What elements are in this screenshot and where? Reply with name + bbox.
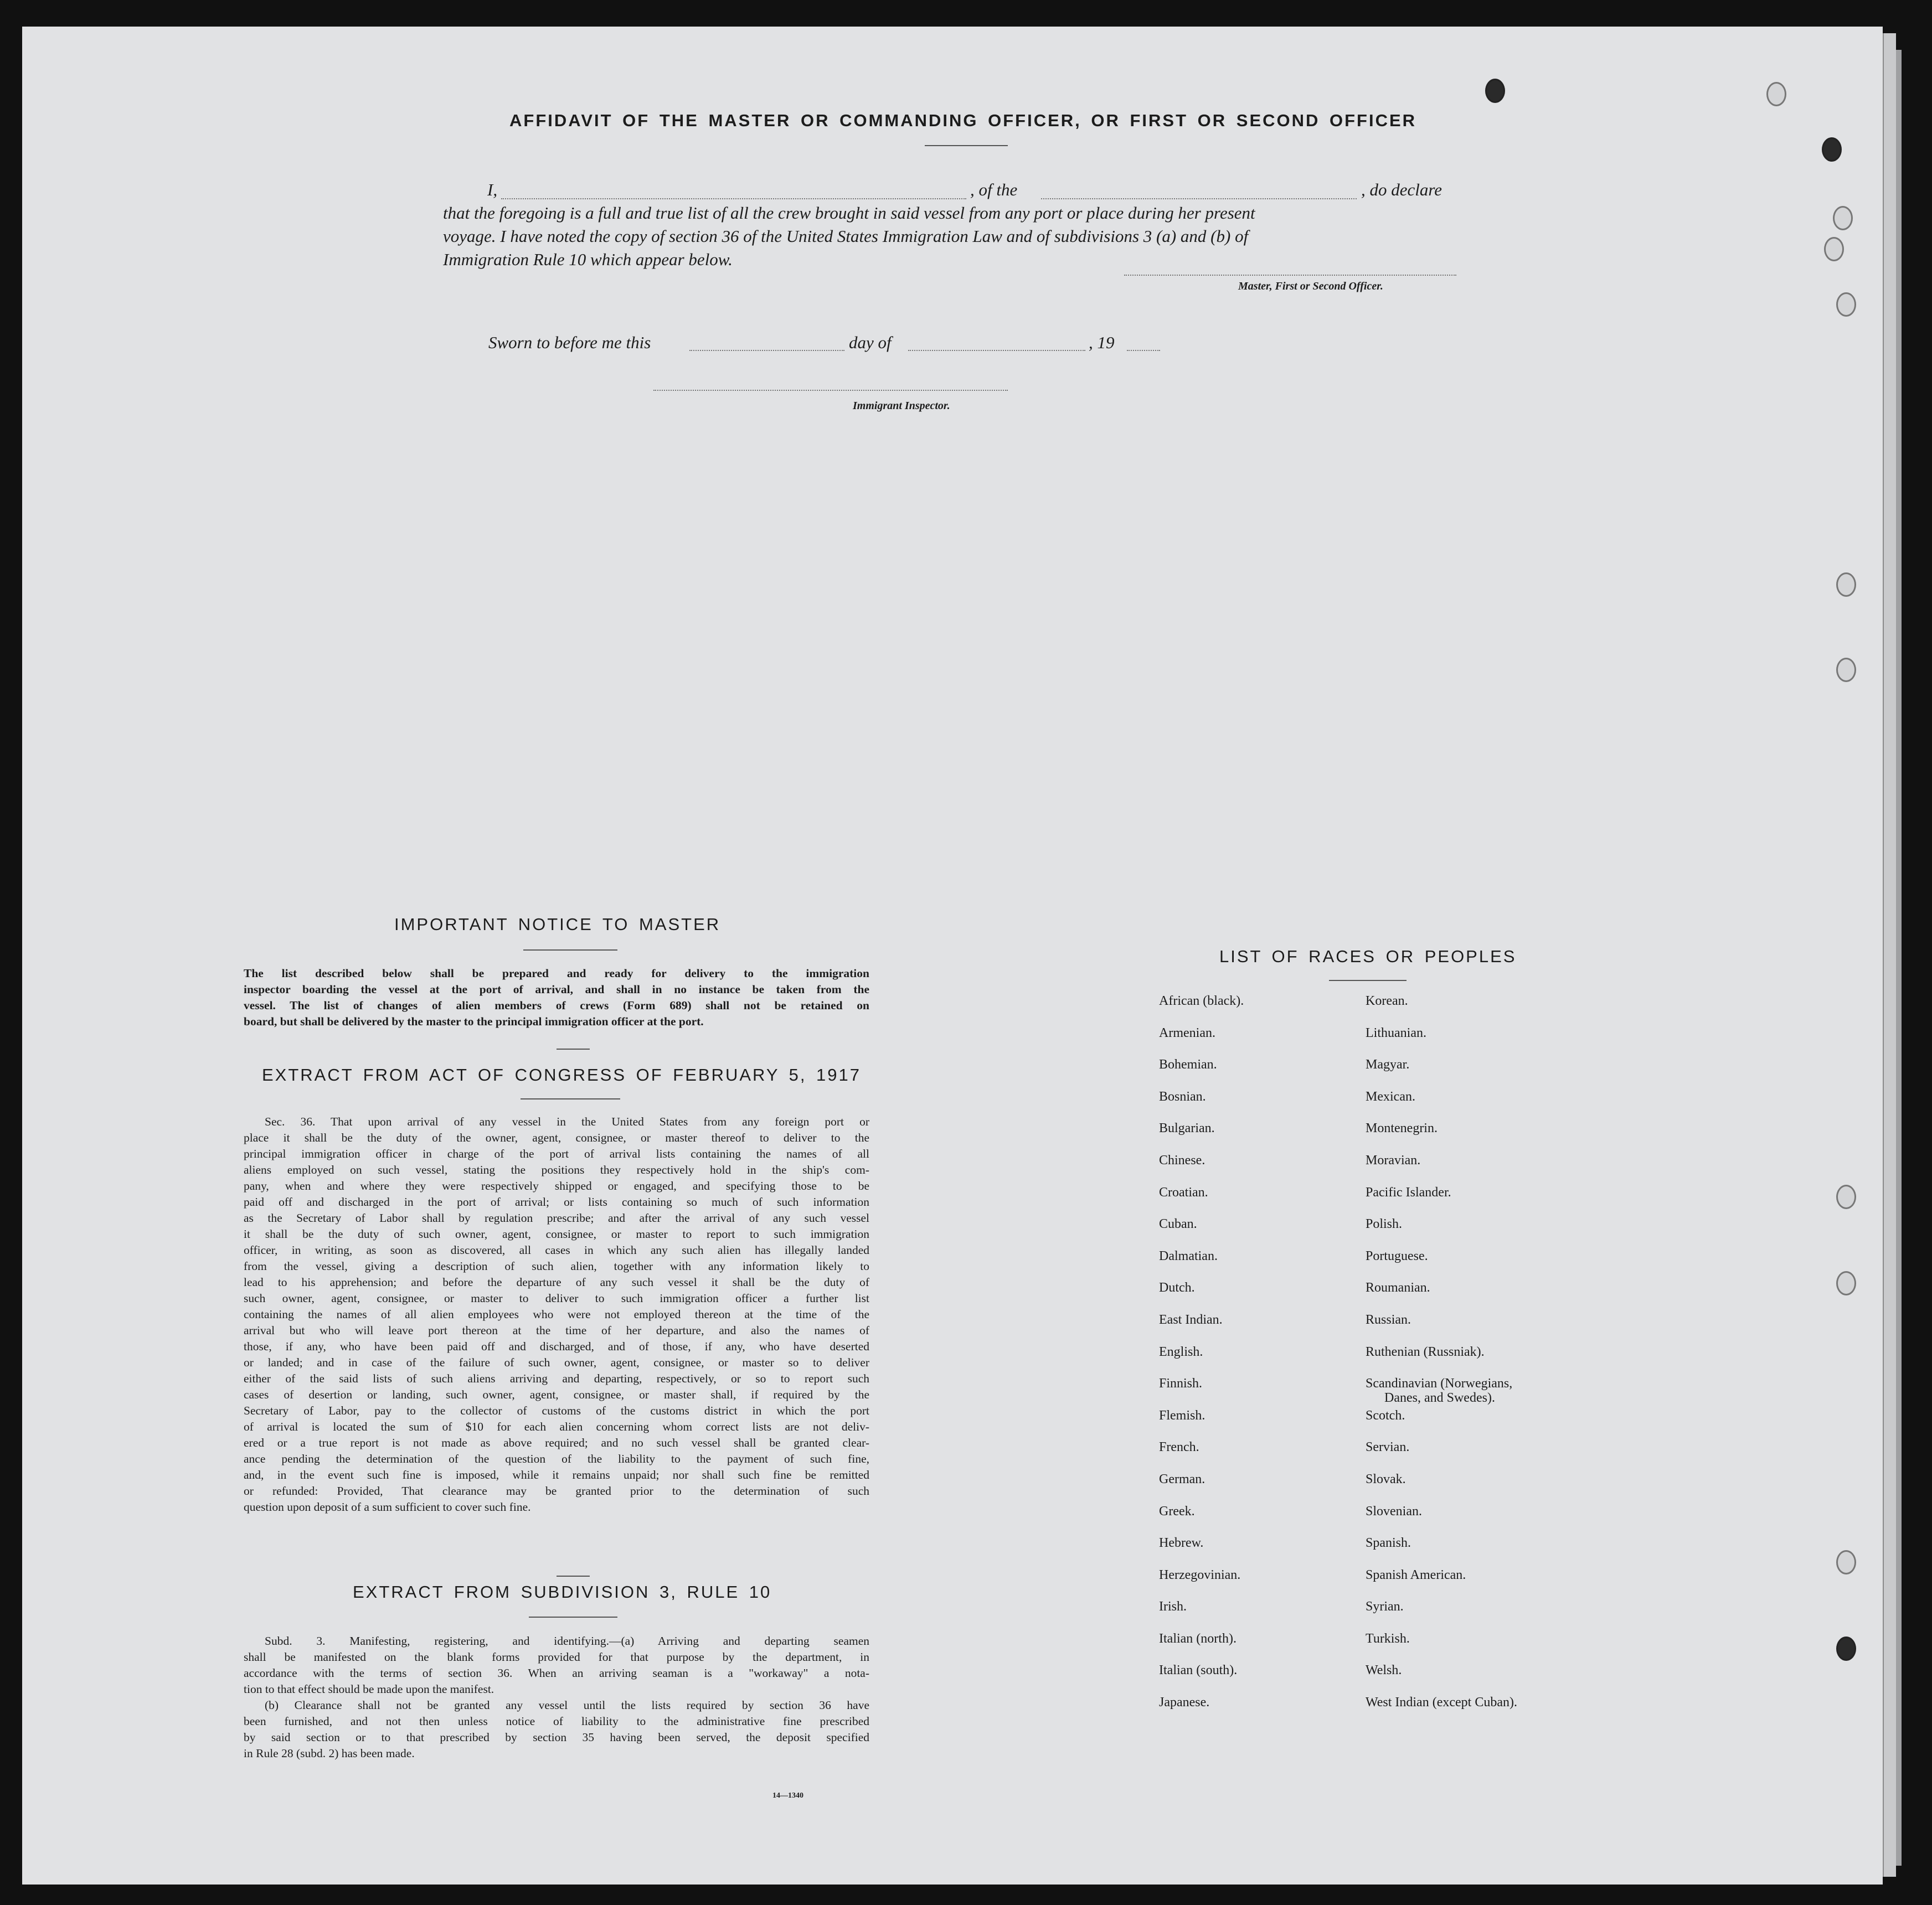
act-line: ance pending the determination of the question of the liability to the payment of such fine, [244,1452,869,1465]
punch-hole [1836,1636,1856,1661]
master-label: Master, First or Second Officer. [1238,280,1383,292]
act-line: such owner, agent, consignee, or master to deliver to such immigration officer a further list [244,1292,869,1305]
rule-line: in Rule 28 (subd. 2) has been made. [244,1747,415,1760]
race-item: Welsh. [1366,1663,1402,1678]
affidavit-line-4: Immigration Rule 10 which appear below. [443,250,733,269]
notice-separator [557,1049,590,1050]
notice-line: board, but shall be delivered by the master to the principal immigration officer at the port. [244,1015,704,1028]
act-line: from the vessel, giving a description of such alien, together with any information likely to [244,1259,869,1273]
vessel-blank[interactable] [1041,196,1357,199]
act-line: arrival but who will leave port thereon at the time of her departure, and also the names of [244,1324,869,1337]
punch-hole [1836,1271,1856,1295]
act-line: principal immigration officer in charge of the port of arrival lists containing the names of all [244,1147,869,1160]
act-line: ered or a true report is not made as above required; and no such vessel shall be granted clear- [244,1436,869,1449]
punch-hole [1836,1550,1856,1574]
sworn-prefix: Sworn to before me this [488,333,651,352]
affidavit-line-1 [487,178,497,202]
races-right-column [1366,994,1517,1727]
extract-act-title: EXTRACT FROM ACT OF CONGRESS OF FEBRUARY 5, 1917 [262,1065,862,1085]
sworn-day-of: day of [849,333,892,352]
race-item: French. [1159,1440,1199,1455]
act-line: pany, when and where they were respectively shipped or engaged, and specifying those to be [244,1179,869,1192]
race-item: Moravian. [1366,1153,1421,1168]
race-item: Spanish. [1366,1536,1411,1551]
race-item: Herzegovinian. [1159,1567,1241,1582]
race-item: Syrian. [1366,1599,1404,1614]
race-item-scandinavian-cont: Danes, and Swedes). [1384,1391,1495,1406]
punch-hole [1485,79,1505,103]
act-line: or refunded: Provided, That clearance may be granted prior to the determination of such [244,1484,869,1498]
page-edge [1883,33,1896,1877]
affidavit-line-3: voyage. I have noted the copy of section 36 of the United States Immigration Law and of subdivisions 3 (a) and (b) of [443,226,1249,246]
act-line: question upon deposit of a sum sufficient to cover such fine. [244,1500,531,1514]
act-line: as the Secretary of Labor shall by regulation prescribe; and after the arrival of any such vessel [244,1211,869,1225]
act-line: and, in the event such fine is imposed, while it remains unpaid; nor shall such fine be remitted [244,1468,869,1481]
act-line: officer, in writing, as soon as discovered, all cases in which any such alien has illegally landed [244,1243,869,1257]
race-item: Korean. [1366,994,1408,1008]
race-item: Cuban. [1159,1217,1197,1232]
inspector-label: Immigrant Inspector. [853,400,950,412]
race-item: Spanish American. [1366,1567,1466,1582]
extract-rule-title: EXTRACT FROM SUBDIVISION 3, RULE 10 [353,1582,772,1602]
rule-line: been furnished, and not then unless notice of liability to the administrative fine prescribed [244,1715,869,1728]
race-item: African (black). [1159,994,1244,1008]
form-number: 14—1340 [772,1792,803,1800]
title-rule [925,145,1008,146]
act-line: containing the names of all alien employees who were not employed thereon at the time of the [244,1308,869,1321]
punch-hole [1836,292,1856,317]
act-line: Sec. 36. That upon arrival of any vessel in the United States from any foreign port or [265,1115,869,1128]
document-page [22,27,1883,1885]
race-item: Ruthenian (Russniak). [1366,1344,1485,1359]
race-item: German. [1159,1472,1205,1486]
race-item: Portuguese. [1366,1248,1428,1263]
race-item: Dutch. [1159,1281,1195,1295]
race-item: Italian (south). [1159,1663,1238,1678]
race-item: Chinese. [1159,1153,1205,1168]
act-line: Secretary of Labor, pay to the collector of customs of the customs district in which the port [244,1404,869,1417]
race-item: Mexican. [1366,1089,1415,1104]
master-signature-blank[interactable] [1124,272,1456,276]
race-item: Pacific Islander. [1366,1185,1451,1200]
races-rule [1329,980,1407,981]
rule-line: (b) Clearance shall not be granted any vessel until the lists required by section 36 have [265,1699,869,1712]
sworn-year: , 19 [1089,333,1115,352]
races-title: LIST OF RACES OR PEOPLES [1219,947,1517,966]
affidavit-of-the: , of the [970,180,1018,199]
race-item: Polish. [1366,1217,1403,1232]
race-item: Roumanian. [1366,1281,1430,1295]
rule-line: accordance with the terms of section 36. When an arriving seaman is a "workaway" a nota- [244,1666,869,1680]
inspector-signature-blank[interactable] [653,388,1008,391]
race-item: Irish. [1159,1599,1187,1614]
races-left-column [1159,994,1244,1727]
race-item: Bulgarian. [1159,1121,1215,1136]
race-item: Armenian. [1159,1025,1215,1040]
punch-hole [1766,82,1786,106]
punch-hole [1824,237,1844,261]
act-line: paid off and discharged in the port of arrival; or lists containing so much of such information [244,1195,869,1209]
race-item: Servian. [1366,1440,1410,1455]
race-item: Bosnian. [1159,1089,1206,1104]
race-item: Slovenian. [1366,1504,1422,1519]
punch-hole [1833,206,1853,230]
race-item: Magyar. [1366,1057,1410,1072]
act-line: it shall be the duty of such owner, agent, consignee, or master to report to such immigration [244,1227,869,1241]
race-item: Lithuanian. [1366,1025,1426,1040]
race-item: Montenegrin. [1366,1121,1438,1136]
affidavit-declare: , do declare [1361,180,1442,199]
rule-line: by said section or to that prescribed by section 35 having been served, the deposit specified [244,1731,869,1744]
notice-line: inspector boarding the vessel at the port of arrival, and shall in no instance be taken from the [244,983,869,996]
rule-line: tion to that effect should be made upon the manifest. [244,1682,494,1696]
race-item: Greek. [1159,1504,1195,1519]
extract-rule-text [244,1633,869,1762]
extract-act-rule [521,1098,620,1099]
race-item: Finnish. [1159,1376,1203,1391]
race-item-scandinavian: Scandinavian (Norwegians, [1366,1376,1513,1391]
affidavit-line-2: that the foregoing is a full and true list of all the crew brought in said vessel from any port or place during her present [443,203,1255,223]
sworn-month-blank[interactable] [908,348,1085,351]
act-line: of arrival is located the sum of $10 for each alien concerning whom correct lists are not deliv- [244,1420,869,1433]
rule-line: Subd. 3. Manifesting, registering, and identifying.—(a) Arriving and departing seamen [265,1634,869,1648]
punch-hole [1822,137,1842,162]
punch-hole [1836,572,1856,597]
race-item: English. [1159,1344,1203,1359]
race-item: East Indian. [1159,1312,1223,1327]
race-item: Hebrew. [1159,1536,1204,1551]
notice-line: vessel. The list of changes of alien members of crews (Form 689) shall not be retained on [244,999,869,1012]
act-line: lead to his apprehension; and before the departure of any such vessel it shall be the duty of [244,1276,869,1289]
notice-rule [523,949,617,951]
race-item: Japanese. [1159,1695,1210,1710]
race-item: Italian (north). [1159,1631,1237,1646]
extract-act-separator [557,1576,590,1577]
act-line: cases of desertion or landing, such owner, agent, consignee, or master shall, if required by the [244,1388,869,1401]
affidavit-title: AFFIDAVIT OF THE MASTER OR COMMANDING OFFICER, OR FIRST OR SECOND OFFICER [509,111,1417,130]
race-item: West Indian (except Cuban). [1366,1695,1517,1710]
race-item: Scotch. [1366,1408,1405,1423]
page-edge-shadow [1896,50,1902,1866]
race-item: Flemish. [1159,1408,1205,1423]
race-item: Dalmatian. [1159,1248,1218,1263]
race-item: Russian. [1366,1312,1411,1327]
name-blank[interactable] [501,196,966,199]
notice-title: IMPORTANT NOTICE TO MASTER [394,915,721,934]
sworn-day-blank[interactable] [689,348,844,351]
act-line: either of the said lists of such aliens arriving and departing, respectively, or so to report such [244,1372,869,1385]
punch-hole [1836,1185,1856,1209]
affidavit-i: I, [487,180,498,199]
race-item: Bohemian. [1159,1057,1217,1072]
punch-hole [1836,658,1856,682]
race-item: Croatian. [1159,1185,1208,1200]
sworn-year-blank[interactable] [1127,348,1160,351]
notice-line: The list described below shall be prepared and ready for delivery to the immigration [244,967,869,980]
notice-text [244,966,869,1030]
act-line: aliens employed on such vessel, stating the positions they respectively hold in the ship's com- [244,1163,869,1176]
rule-line: shall be manifested on the blank forms provided for that purpose by the department, in [244,1650,869,1664]
extract-rule-rule [529,1617,617,1618]
act-line: those, if any, who have been paid off and discharged, and of those, if any, who have deserted [244,1340,869,1353]
race-item: Turkish. [1366,1631,1410,1646]
race-item: Slovak. [1366,1472,1406,1486]
extract-act-text [244,1114,869,1515]
race-item [1366,1376,1517,1408]
act-line: or landed; and in case of the failure of such owner, agent, consignee, or master so to deliver [244,1356,869,1369]
act-line: place it shall be the duty of the owner, agent, consignee, or master thereof to deliver to the [244,1131,869,1144]
